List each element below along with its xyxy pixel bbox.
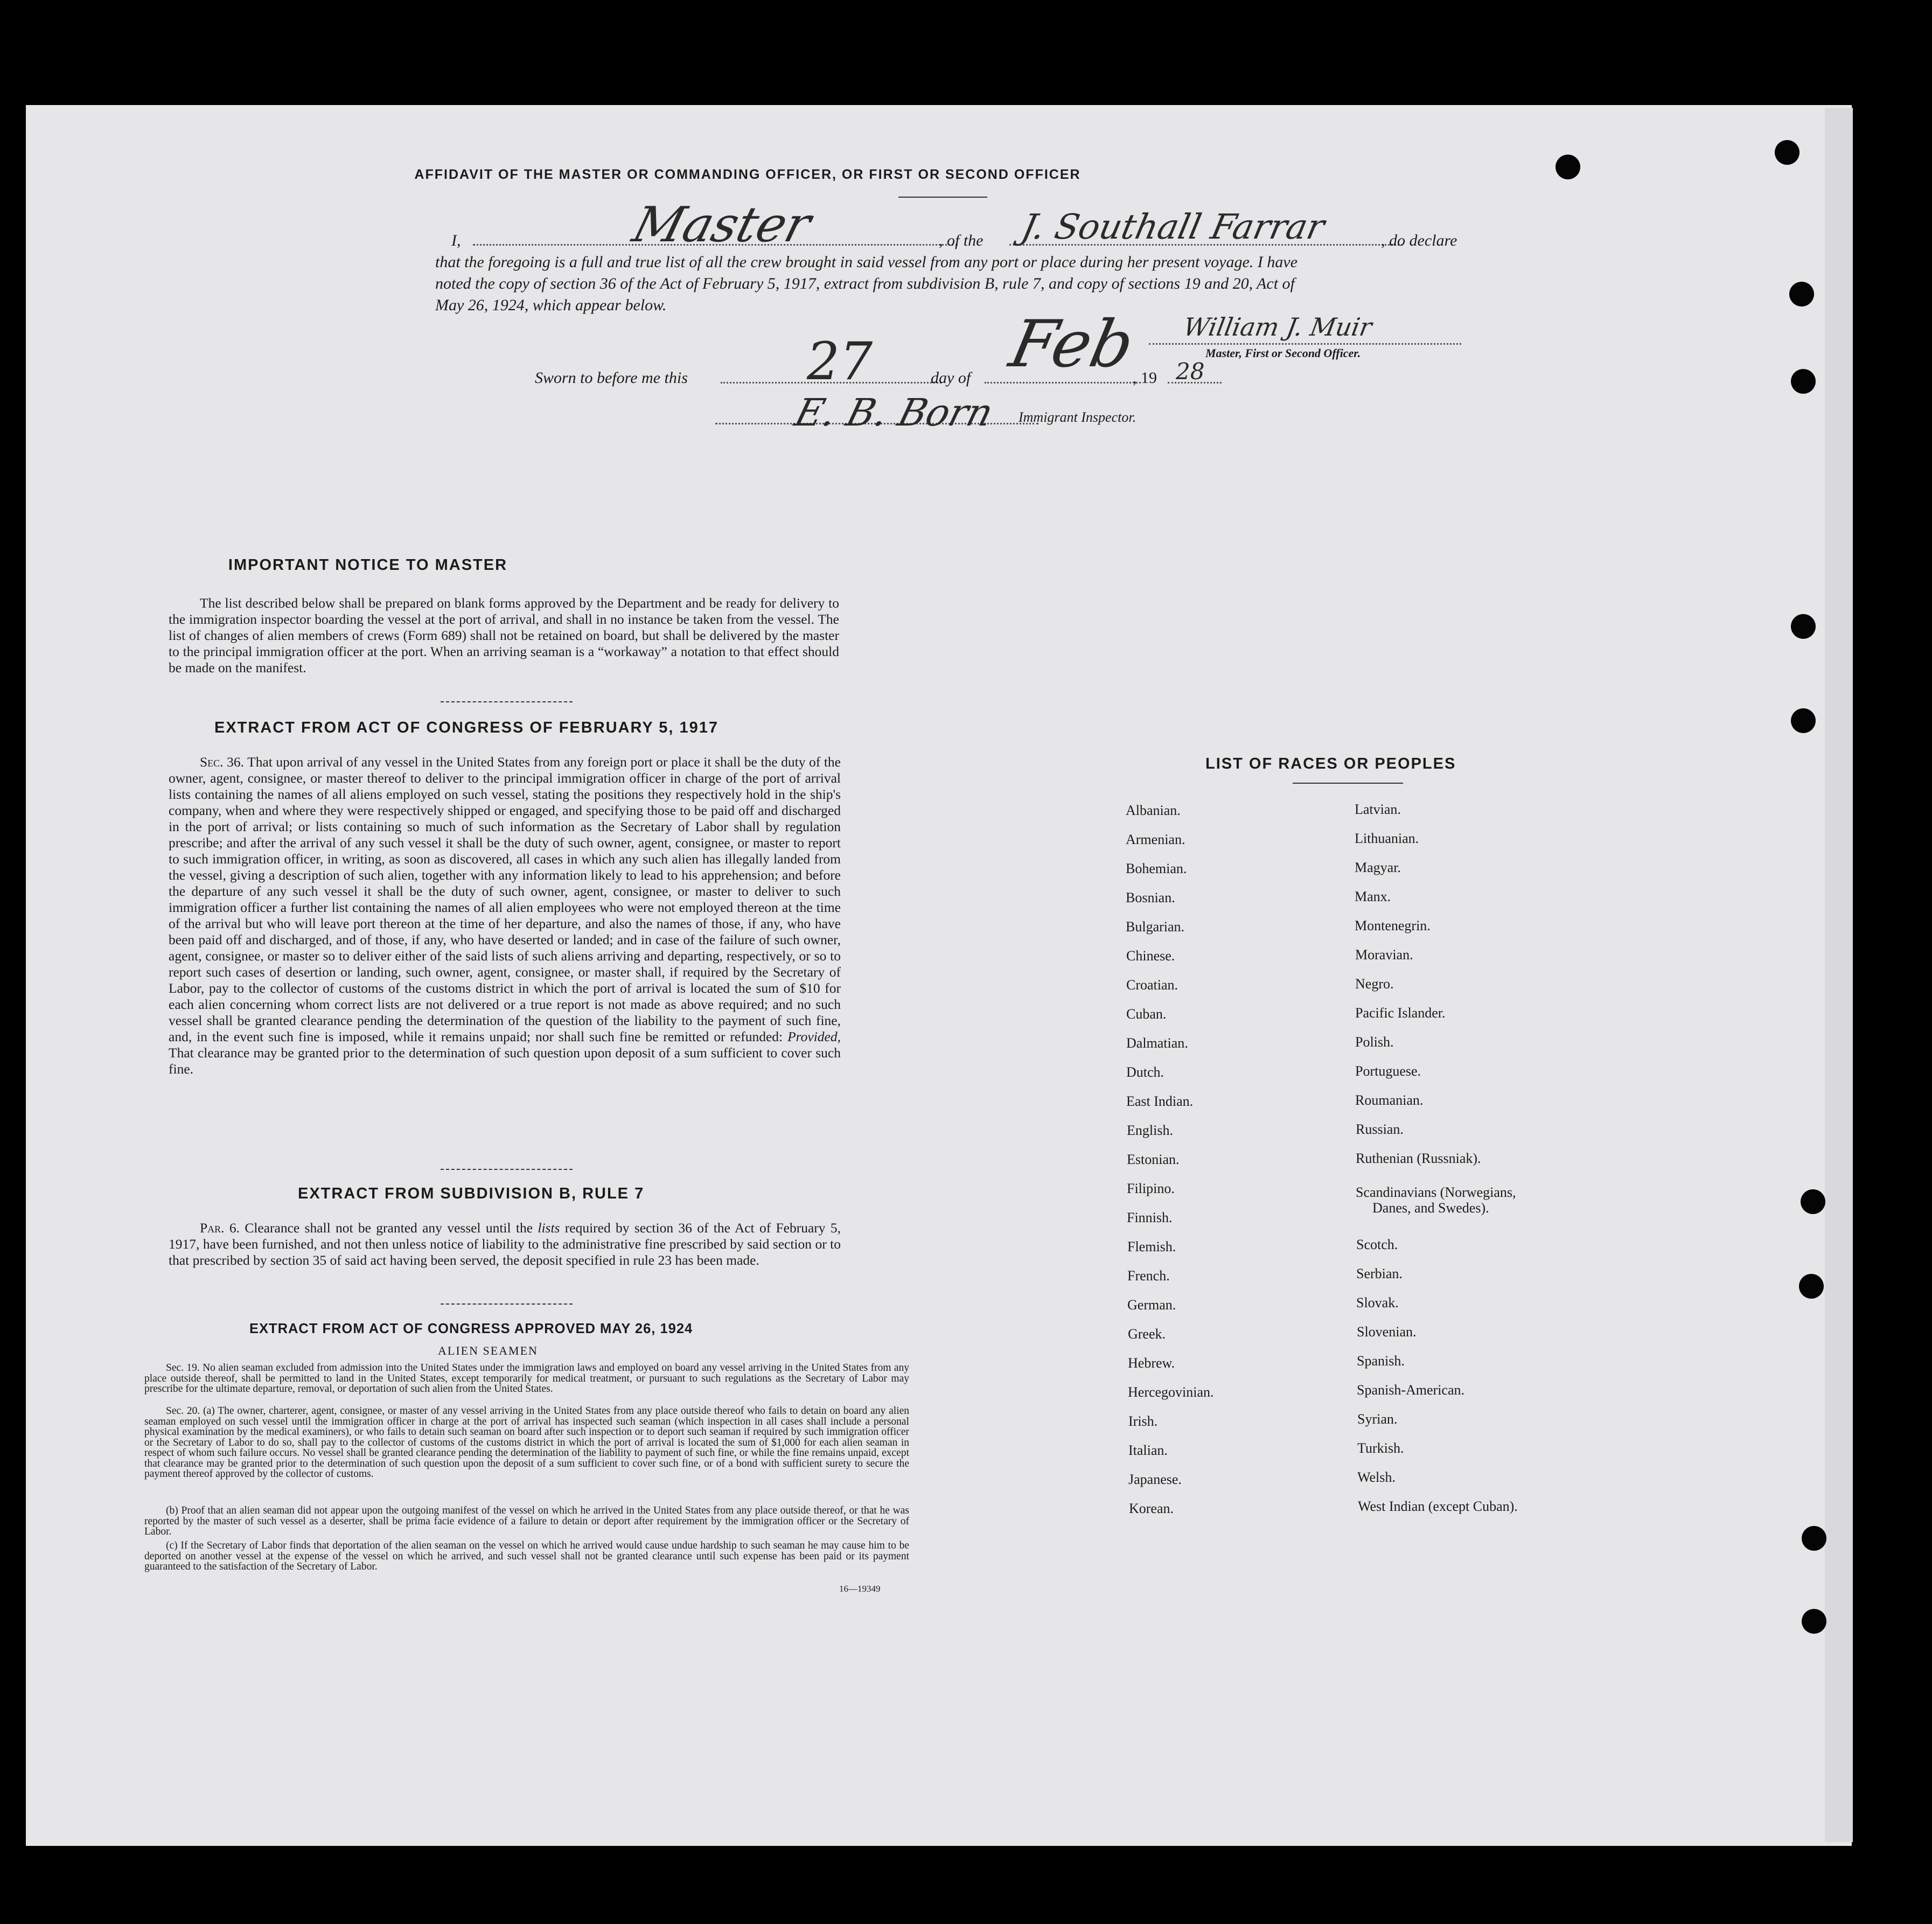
declaration-line-2: noted the copy of section 36 of the Act of February 5, 1917, extract from subdivision B, rule 7, and copy of sections 19 and 20, Act of (435, 275, 1295, 292)
race-item: Pacific Islander. (1355, 1005, 1446, 1021)
sworn-label: Sworn to before me this (535, 369, 688, 387)
race-item: Montenegrin. (1355, 918, 1431, 933)
race-item: Latvian. (1355, 801, 1401, 817)
race-item: Slovak. (1356, 1295, 1399, 1310)
binder-hole (1801, 1189, 1825, 1214)
notice-divider (441, 701, 573, 702)
binder-hole (1789, 282, 1814, 306)
race-item: Portuguese. (1355, 1063, 1421, 1079)
month-handwritten: Feb (1003, 307, 1141, 382)
rule7-par-label: Par. 6. (200, 1220, 240, 1236)
race-item: Dalmatian. (1126, 1035, 1188, 1051)
act1917-body-end: That clearance may be granted prior to the determination of such question upon deposit of a sum sufficient to cover such fine. (169, 1045, 841, 1077)
name-handwritten: Master (626, 197, 817, 253)
race-item: Danes, and Swedes). (1372, 1200, 1489, 1216)
race-item: Korean. (1129, 1501, 1174, 1516)
act1924-sec19: Sec. 19. No alien seaman excluded from admission into the United States under the immigration laws and employed on board any vessel arriving in the United States from any place outside thereof, shall be permitted to land in the United States, except temporarily for medical treatment, or pursuant to such regulations as the Secretary of Labor may prescribe for the ultimate departure, removal, or deportation of such alien from the United States. (144, 1362, 909, 1395)
rule7-heading: EXTRACT FROM SUBDIVISION B, RULE 7 (298, 1185, 645, 1202)
inspector-caption: Immigrant Inspector. (1019, 409, 1136, 425)
race-item: Albanian. (1126, 803, 1181, 818)
race-item: Filipino. (1127, 1181, 1175, 1196)
rule7-lists: lists (538, 1220, 560, 1236)
race-item: Serbian. (1356, 1266, 1403, 1281)
race-item: Spanish. (1357, 1353, 1405, 1369)
binder-hole (1791, 614, 1816, 639)
race-item: Turkish. (1357, 1440, 1404, 1456)
race-item: Croatian. (1126, 977, 1178, 993)
binder-hole (1799, 1274, 1824, 1299)
notice-text (169, 595, 839, 676)
notice-body: The list described below shall be prepared on blank forms approved by the Department and be ready for delivery to the immigration inspector boarding the vessel at the port of arrival, and shall in no instance be taken from the vessel. The list of changes of alien members of crews (Form 689) shall not be retained on board, but shall be delivered by the master to the principal immigration officer at the port. When an arriving seaman is a “workaway” a notation to that effect should be made on the manifest. (169, 595, 839, 675)
race-item: German. (1127, 1297, 1176, 1313)
rule7-text (169, 1220, 841, 1268)
race-item: Russian. (1356, 1121, 1404, 1137)
race-item: Moravian. (1355, 947, 1413, 963)
race-item: Spanish-American. (1357, 1382, 1465, 1398)
year-handwritten: 28 (1176, 358, 1205, 385)
day-of-label: day of (931, 369, 971, 387)
race-item: Finnish. (1127, 1210, 1173, 1225)
race-item: Hebrew. (1128, 1355, 1175, 1371)
race-item: Welsh. (1357, 1469, 1396, 1485)
master-caption: Master, First or Second Officer. (1205, 346, 1361, 360)
race-item: Ruthenian (Russniak). (1356, 1151, 1481, 1166)
race-item: Polish. (1355, 1034, 1394, 1050)
race-item: Scandinavians (Norwegians, (1356, 1184, 1516, 1200)
form-number: 16—19349 (839, 1584, 881, 1594)
act1924-heading: EXTRACT FROM ACT OF CONGRESS APPROVED MAY 26, 1924 (249, 1321, 693, 1336)
race-item: Scotch. (1356, 1237, 1398, 1252)
race-item: Irish. (1128, 1413, 1158, 1429)
act1924-subheading: ALIEN SEAMEN (438, 1344, 538, 1357)
race-item: East Indian. (1126, 1093, 1194, 1109)
act1917-text (169, 754, 841, 1077)
race-item: West Indian (except Cuban). (1358, 1498, 1518, 1514)
page-edge (1825, 108, 1853, 1842)
race-item: Negro. (1355, 976, 1394, 992)
race-item: Manx. (1355, 889, 1391, 904)
act1917-body: That upon arrival of any vessel in the United States from any foreign port or place it shall be the duty of the owner, agent, consignee, or master thereof to deliver to the principal immigration officer in charge of the port of arrival lists containing the names of all aliens employed on such vessel, stating the positions they respectively hold in the ship's company, when and where they were respectively shipped or engaged, and specifying those to be paid off and discharged in the port of arrival; or lists containing so much of such information as the Secretary of Labor shall by regulation prescribe; and after the arrival of any such vessel it shall be the duty of such owner, agent, consignee, or master to report to such immigration officer, in writing, as soon as discovered, all cases in which any such alien has illegally landed from the vessel, giving a description of such alien, together with any information likely to lead to his apprehension; and before the departure of any such vessel it shall be the duty of such owner, agent, consignee, or master to deliver to such immigration officer a further list containing the names of all alien employees who were not employed thereon at the time of the arrival but who will leave port thereon at the time of her departure, and also the names of those, if any, who have been paid off and discharged, and of those, if any, who have deserted or landed; and in case of the failure of such owner, agent, consignee, or master so to deliver either of the said lists of such aliens arriving and departing, respectively, or so to report such cases of desertion or landing, such owner, agent, consignee, or master shall, if required by the Secretary of Labor, pay to the collector of customs of the customs district in which the port of arrival is located the sum of $10 for each alien concerning whom correct lists are not delivered or a true report is not made as above required; and no such vessel shall be granted clearance pending the determination of the question of the liability to the payment of such fine, and, in the event such fine is imposed, while it remains unpaid; nor shall such fine be remitted or refunded: (169, 754, 841, 1044)
act1917-provided: Provided, (787, 1029, 841, 1044)
race-item: English. (1127, 1123, 1173, 1138)
race-item: Greek. (1128, 1326, 1166, 1342)
document-page (26, 105, 1852, 1846)
act1924-sec20c: (c) If the Secretary of Labor finds that deportation of the alien seaman on the vessel on which he arrived would cause undue hardship to such seaman he may cause him to be deported on another vessel at the expense of the vessel on which he arrived, and such vessel shall not be granted clearance until such expense has been paid or its payment guaranteed to the satisfaction of the Secretary of Labor. (144, 1540, 909, 1572)
races-divider (1293, 783, 1403, 784)
race-item: French. (1127, 1268, 1170, 1284)
heading-divider (898, 197, 987, 198)
month-dotted-line (985, 382, 1141, 384)
race-item: Armenian. (1126, 832, 1185, 847)
act1917-divider (441, 1169, 573, 1170)
act1917-heading: EXTRACT FROM ACT OF CONGRESS OF FEBRUARY 5, 1917 (214, 719, 719, 736)
master-signature: William J. Muir (1181, 312, 1375, 341)
act1924-sec20a: Sec. 20. (a) The owner, charterer, agent, consignee, or master of any vessel arriving in the United States from any place outside thereof who fails to detain on board any alien seaman employed on such vessel until the immigration officer in charge at the port of arrival has inspected such seaman (which inspection in all cases shall include a personal physical examination by the medical examiners), or who fails to detain such seaman on board after such inspection or to deport such seaman if required by such immigration officer or the Secretary of Labor to do so, shall pay to the collector of customs of the customs district in which the port of arrival is located the sum of $1,000 for each alien seaman in respect of whom such failure occurs. No vessel shall be granted clearance pending the determination of the liability to payment of such fine, or while the fine remains unpaid, except that clearance may be granted prior to the determination of such question upon the deposit of a sum sufficient to cover such fine, or of a bond with sufficient surety to secure the payment thereof approved by the collector of customs. (144, 1405, 909, 1480)
race-item: Bosnian. (1126, 890, 1175, 905)
vessel-handwritten: J. Southall Farrar (1018, 207, 1328, 247)
inspector-signature: E. B. Born (790, 391, 998, 435)
affidavit-heading: AFFIDAVIT OF THE MASTER OR COMMANDING OFFICER, OR FIRST OR SECOND OFFICER (414, 167, 1081, 182)
race-item: Bulgarian. (1126, 919, 1185, 935)
race-item: Dutch. (1126, 1064, 1164, 1080)
binder-hole (1802, 1526, 1826, 1551)
race-item: Flemish. (1127, 1239, 1176, 1254)
binder-hole (1791, 369, 1816, 394)
race-item: Roumanian. (1355, 1092, 1424, 1108)
rule7-divider (441, 1303, 573, 1305)
race-item: Estonian. (1127, 1152, 1180, 1167)
day-handwritten: 27 (807, 331, 873, 392)
race-item: Italian. (1128, 1442, 1168, 1458)
race-item: Lithuanian. (1355, 831, 1419, 846)
notice-heading: IMPORTANT NOTICE TO MASTER (228, 556, 508, 574)
race-item: Hercegovinian. (1128, 1384, 1214, 1400)
rule7-body-b: required by section 36 of the Act of February 5, 1917, have been furnished, and not then unless notice of liability to the administrative fine prescribed by said section or to that prescribed by section 35 of said act having been served, the deposit specified in rule 23 has been made. (169, 1220, 841, 1268)
year-prefix: , 19 (1133, 369, 1157, 387)
declaration-line-1: that the foregoing is a full and true list of all the crew brought in said vessel from any port or place during her present voyage. I have (435, 253, 1298, 271)
signature-dotted-line (1149, 343, 1461, 345)
race-item: Cuban. (1126, 1006, 1167, 1022)
of-the-label: , of the (939, 232, 984, 249)
binder-hole (1791, 708, 1816, 733)
act1917-sec-label: Sec. 36. (200, 754, 245, 770)
binder-hole (1775, 140, 1800, 165)
race-item: Slovenian. (1357, 1324, 1417, 1340)
do-declare-label: , do declare (1381, 232, 1457, 249)
race-item: Chinese. (1126, 948, 1175, 964)
declaration-line-3: May 26, 1924, which appear below. (435, 296, 667, 314)
binder-hole (1556, 155, 1580, 179)
race-item: Bohemian. (1126, 861, 1187, 876)
i-label: I, (451, 232, 461, 249)
race-item: Magyar. (1355, 860, 1401, 875)
races-heading: LIST OF RACES OR PEOPLES (1205, 755, 1456, 772)
race-item: Syrian. (1357, 1411, 1398, 1427)
binder-hole (1802, 1609, 1826, 1634)
rule7-body-a: Clearance shall not be granted any vessel until the (245, 1220, 533, 1236)
act1924-sec20b: (b) Proof that an alien seaman did not appear upon the outgoing manifest of the vessel on which he arrived in the United States from any place outside thereof, or that he was reported by the master of such vessel as a deserter, shall be prima facie evidence of a failure to detain or deport after requirement by the immigration officer or the Secretary of Labor. (144, 1505, 909, 1537)
race-item: Japanese. (1128, 1472, 1182, 1487)
